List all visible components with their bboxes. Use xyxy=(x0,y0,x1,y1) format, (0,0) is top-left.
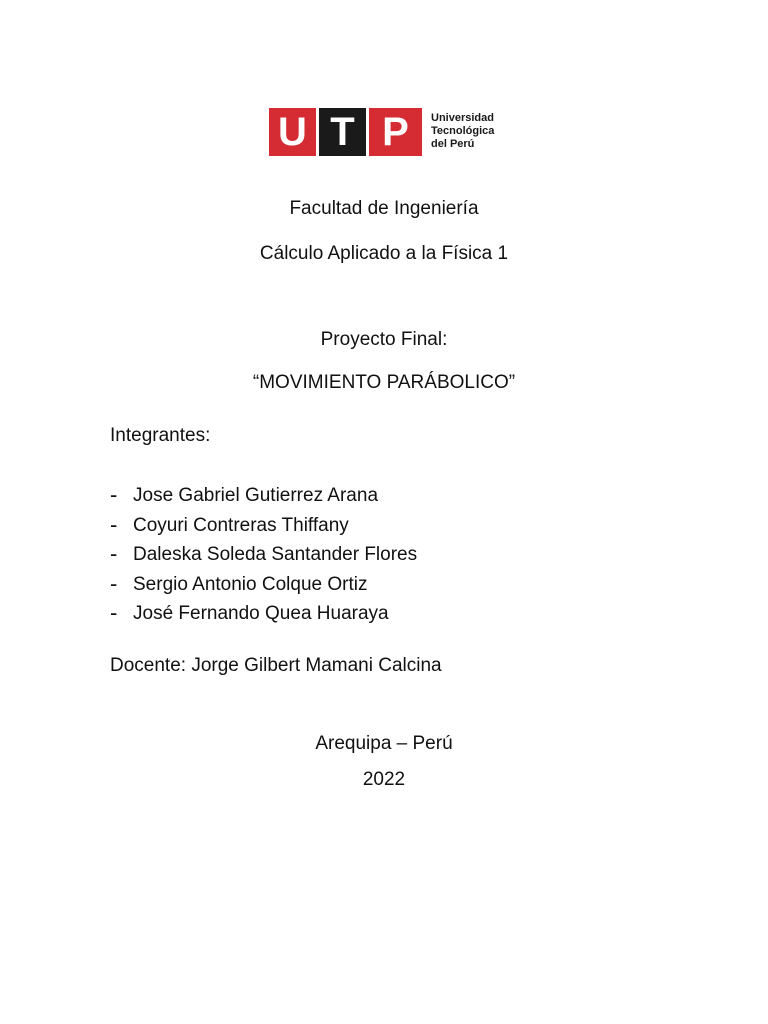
logo-letter-p: P xyxy=(369,108,422,156)
bullet-dash: - xyxy=(110,511,118,537)
members-label: Integrantes: xyxy=(110,425,211,446)
faculty-heading: Facultad de Ingeniería xyxy=(289,198,479,219)
logo-text-line: Universidad xyxy=(431,112,494,124)
bullet-dash: - xyxy=(110,600,118,625)
member-name: Sergio Antonio Colque Ortiz xyxy=(133,573,368,595)
member-name: Daleska Soleda Santander Flores xyxy=(133,544,418,565)
logo-letter-u: U xyxy=(269,108,316,156)
utp-logo xyxy=(269,108,504,158)
member-name: Coyuri Contreras Thiffany xyxy=(133,514,349,536)
logo-text-line: Tecnológica xyxy=(431,125,495,137)
year: 2022 xyxy=(362,769,406,790)
bullet-dash: - xyxy=(110,482,118,507)
logo-text-line: del Perú xyxy=(431,138,475,150)
member-name: Jose Gabriel Gutierrez Arana xyxy=(133,485,379,506)
location: Arequipa – Perú xyxy=(315,733,453,754)
project-title: “MOVIMIENTO PARÁBOLICO” xyxy=(252,372,516,393)
member-name: José Fernando Quea Huaraya xyxy=(133,603,389,624)
bullet-dash: - xyxy=(110,570,118,596)
course-title: Cálculo Aplicado a la Física 1 xyxy=(259,243,509,264)
project-label: Proyecto Final: xyxy=(320,329,448,350)
logo-letter-t: T xyxy=(319,108,366,156)
bullet-dash: - xyxy=(110,541,118,566)
teacher-line: Docente: Jorge Gilbert Mamani Calcina xyxy=(110,655,442,676)
logo-wordmark xyxy=(431,112,494,151)
